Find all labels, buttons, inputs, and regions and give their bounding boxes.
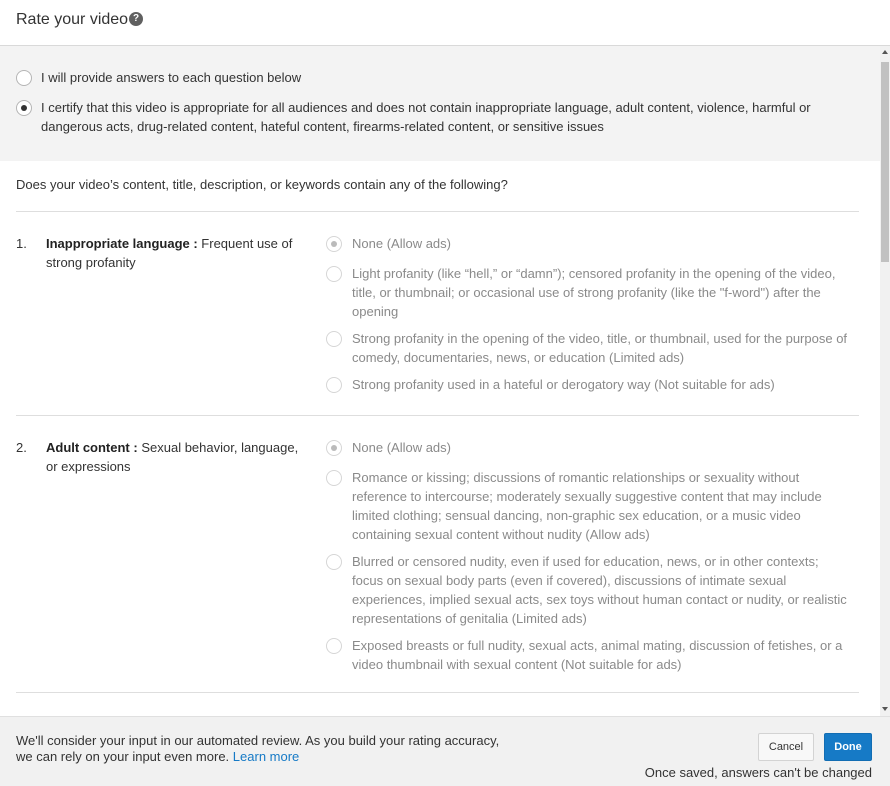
footer-info — [16, 733, 516, 765]
dialog-title: Rate your video — [16, 11, 129, 28]
q1-answer-2-radio[interactable] — [326, 331, 342, 347]
question-label-inappropriate-language — [46, 234, 306, 272]
divider — [16, 211, 859, 212]
certify-label[interactable]: I certify that this video is appropriate for all audiences and does not contain inappropriate language, adult content, violence, harmful or dangerous acts, drug-related content, hateful content, firearms-related content, or sensitive issues — [41, 100, 811, 134]
question-intro: Does your video’s content, title, description, or keywords contain any of the following? — [16, 177, 508, 192]
question-title: Inappropriate language : — [46, 236, 198, 251]
learn-more-link[interactable]: Learn more — [232, 749, 300, 764]
q1-answer-1-label[interactable]: Light profanity (like “hell,” or “damn”); censored profanity in the opening of the video, title, or thumbnail; or occasional use of strong profanity (like the "f-word") after the opening — [352, 266, 836, 319]
q2-answer-0-label[interactable]: None (Allow ads) — [352, 440, 451, 455]
q1-answer-0-radio[interactable] — [326, 236, 342, 252]
question-title: Adult content : — [46, 440, 138, 455]
footer-info-text: We'll consider your input in our automated review. As you build your rating accuracy, we can rely on your input even more. — [16, 733, 500, 764]
q1-answer-0-label[interactable]: None (Allow ads) — [352, 236, 451, 251]
dialog-header — [0, 0, 890, 46]
q1-answer-2-label[interactable]: Strong profanity in the opening of the video, title, or thumbnail, used for the purpose of comedy, documentaries, news, or education (Limited ads) — [352, 331, 848, 365]
question-description: Frequent use of strong profanity — [46, 236, 293, 270]
dialog-footer — [0, 716, 890, 786]
certify-radio[interactable] — [16, 100, 32, 116]
scroll-down-arrow-icon[interactable] — [882, 707, 888, 711]
cancel-button[interactable]: Cancel — [758, 733, 814, 761]
q1-answer-1-radio[interactable] — [326, 266, 342, 282]
q1-answer-3-label[interactable]: Strong profanity used in a hateful or derogatory way (Not suitable for ads) — [352, 377, 775, 392]
q2-answer-2-radio[interactable] — [326, 554, 342, 570]
answer-each-radio[interactable] — [16, 70, 32, 86]
saved-note: Once saved, answers can't be changed — [644, 765, 872, 780]
question-number: 2. — [16, 440, 27, 455]
q2-answer-3-label[interactable]: Exposed breasts or full nudity, sexual acts, animal mating, discussion of fetishes, or a video thumbnail with sexual content (Not suitable for ads) — [352, 638, 843, 672]
question-description: Sexual behavior, language, or expressions — [46, 440, 299, 474]
q1-answer-3-radio[interactable] — [326, 377, 342, 393]
vertical-scrollbar[interactable] — [880, 46, 890, 716]
q2-answer-1-radio[interactable] — [326, 470, 342, 486]
certify-section — [0, 46, 880, 161]
answer-each-label[interactable]: I will provide answers to each question below — [41, 70, 302, 85]
question-label-adult-content — [46, 438, 306, 476]
q2-answer-3-radio[interactable] — [326, 638, 342, 654]
divider — [16, 415, 859, 416]
done-button[interactable]: Done — [824, 733, 872, 761]
scroll-up-arrow-icon[interactable] — [882, 50, 888, 54]
question-number: 1. — [16, 236, 27, 251]
q2-answer-0-radio[interactable] — [326, 440, 342, 456]
divider — [16, 692, 859, 693]
dialog-body[interactable] — [0, 46, 890, 716]
help-icon[interactable]: ? — [129, 12, 143, 26]
q2-answer-1-label[interactable]: Romance or kissing; discussions of romantic relationships or sexuality without reference to intercourse; moderately sexually suggestive content that may include limited clothing; sensual dancing, non-graphic sex education, or a music video containing sexual content without nudity (Allow ads) — [352, 470, 822, 542]
q2-answer-2-label[interactable]: Blurred or censored nudity, even if used for education, news, or in other contexts; focus on sexual body parts (even if covered), discussions of intimate sexual experiences, implied sexual acts, sex toys without human contact or nudity, or realistic representations of genitalia (Limited ads) — [352, 554, 847, 626]
scrollbar-thumb[interactable] — [881, 62, 889, 262]
